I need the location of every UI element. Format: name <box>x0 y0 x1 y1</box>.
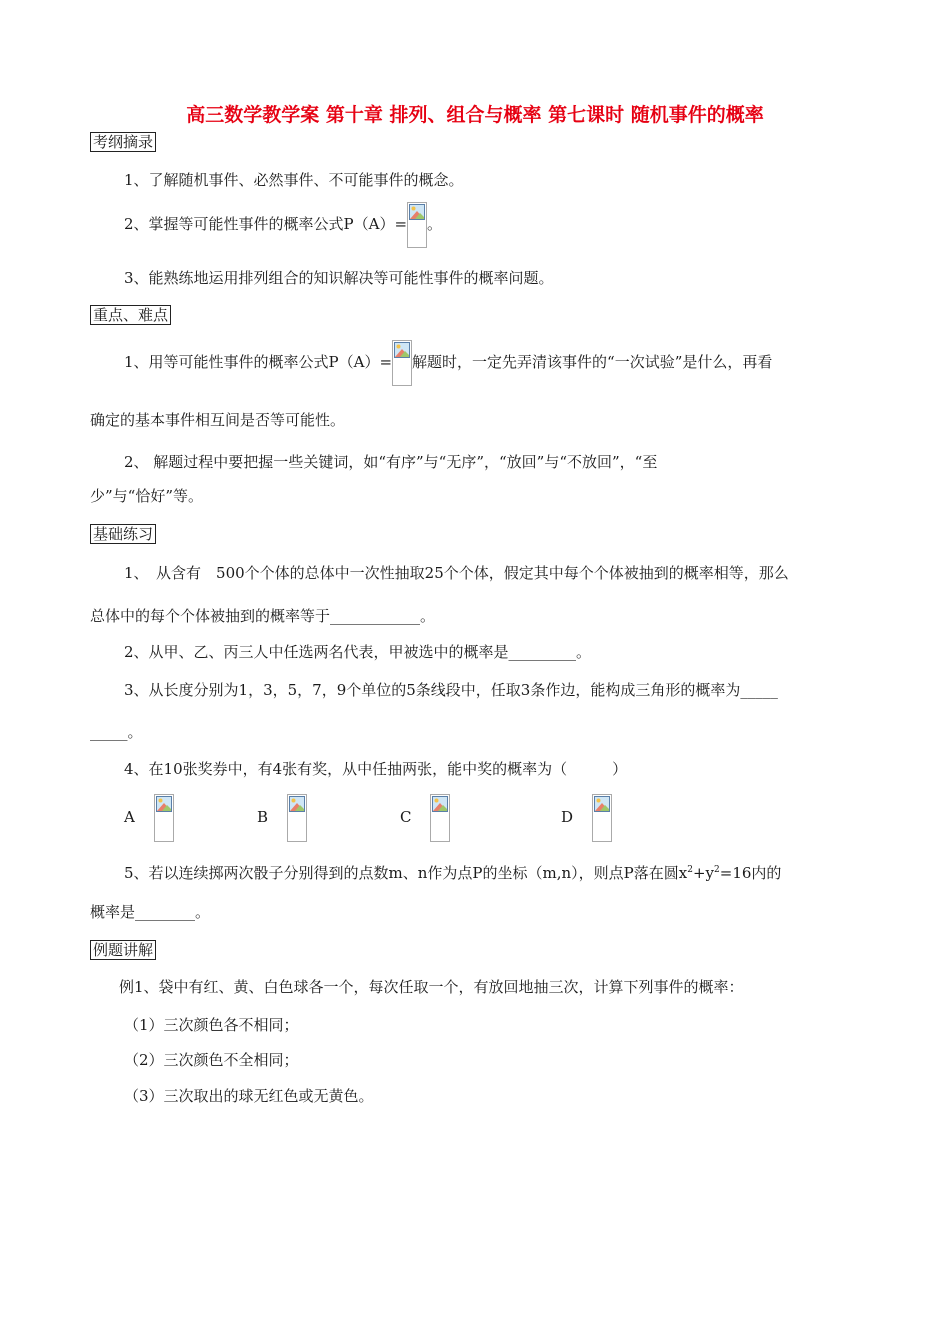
example-1-part-3: （3）三次取出的球无红色或无黄色。 <box>124 1087 374 1105</box>
question-5-sup-1: 2 <box>687 865 693 875</box>
option-d-image-icon <box>592 794 612 842</box>
outline-item-2 <box>124 202 442 248</box>
question-3: 3、从长度分别为1，3，5，7，9个单位的5条线段中，任取3条作边，能构成三角形的概率为_____ <box>124 681 778 699</box>
option-a <box>124 794 174 842</box>
option-b-label: B <box>257 808 269 826</box>
example-1: 例1、袋中有红、黄、白色球各一个，每次任取一个，有放回地抽三次，计算下列事件的概率： <box>119 978 744 996</box>
question-5-end: =16内的 <box>719 864 782 882</box>
key-point-1-cont: 确定的基本事件相互间是否等可能性。 <box>90 411 346 429</box>
formula-image-icon <box>407 202 427 248</box>
question-5-x: x <box>678 864 688 882</box>
question-4: 4、在10张奖券中，有4张有奖，从中任抽两张，能中奖的概率为（ ） <box>124 760 628 778</box>
outline-item-2-text: 2、掌握等可能性事件的概率公式P（A）= <box>124 215 408 233</box>
example-1-part-2: （2）三次颜色不全相同； <box>124 1051 299 1069</box>
key-point-1-rest: 解题时，一定先弄清该事件的“一次试验”是什么，再看 <box>412 353 773 371</box>
example-1-part-1: （1）三次颜色各不相同； <box>124 1016 299 1034</box>
option-b-image-icon <box>287 794 307 842</box>
option-d-label: D <box>561 808 574 826</box>
option-c-label: C <box>400 808 412 826</box>
option-c <box>400 794 450 842</box>
outline-item-1: 1、了解随机事件、必然事件、不可能事件的概念。 <box>124 171 464 189</box>
question-1-cont: 总体中的每个个体被抽到的概率等于____________。 <box>90 607 436 625</box>
question-5-plus-y: +y <box>692 864 715 882</box>
question-5-sup-2: 2 <box>714 865 720 875</box>
formula-image-icon <box>392 340 412 386</box>
option-a-label: A <box>124 808 135 826</box>
option-d <box>561 794 612 842</box>
option-c-image-icon <box>430 794 450 842</box>
question-1: 1、 从含有 500个个体的总体中一次性抽取25个个体，假定其中每个个体被抽到的概率相等，那么 <box>124 564 789 582</box>
page-title: 高三数学教学案 第十章 排列、组合与概率 第七课时 随机事件的概率 <box>186 104 764 126</box>
option-b <box>257 794 307 842</box>
section-heading-basic-practice: 基础练习 <box>90 524 156 544</box>
key-point-2: 2、 解题过程中要把握一些关键词，如“有序”与“无序”，“放回”与“不放回”，“至 <box>124 453 658 471</box>
question-5-cont: 概率是________。 <box>90 903 211 921</box>
outline-item-3: 3、能熟练地运用排列组合的知识解决等可能性事件的概率问题。 <box>124 269 554 287</box>
section-heading-exam-outline: 考纲摘录 <box>90 132 156 152</box>
outline-item-2-end: 。 <box>427 215 443 233</box>
question-5 <box>124 860 781 883</box>
option-a-image-icon <box>154 794 174 842</box>
key-point-1 <box>124 340 772 386</box>
key-point-2-cont: 少”与“恰好”等。 <box>90 487 204 505</box>
section-heading-key-points: 重点、难点 <box>90 305 171 325</box>
question-5-text: 5、若以连续掷两次骰子分别得到的点数m、n作为点P的坐标（m,n），则点P落在圆 <box>124 864 679 882</box>
section-heading-examples: 例题讲解 <box>90 940 156 960</box>
question-2: 2、从甲、乙、丙三人中任选两名代表，甲被选中的概率是_________。 <box>124 643 592 661</box>
question-3-cont: _____。 <box>90 723 143 741</box>
key-point-1-text: 1、用等可能性事件的概率公式P（A）= <box>124 353 393 371</box>
